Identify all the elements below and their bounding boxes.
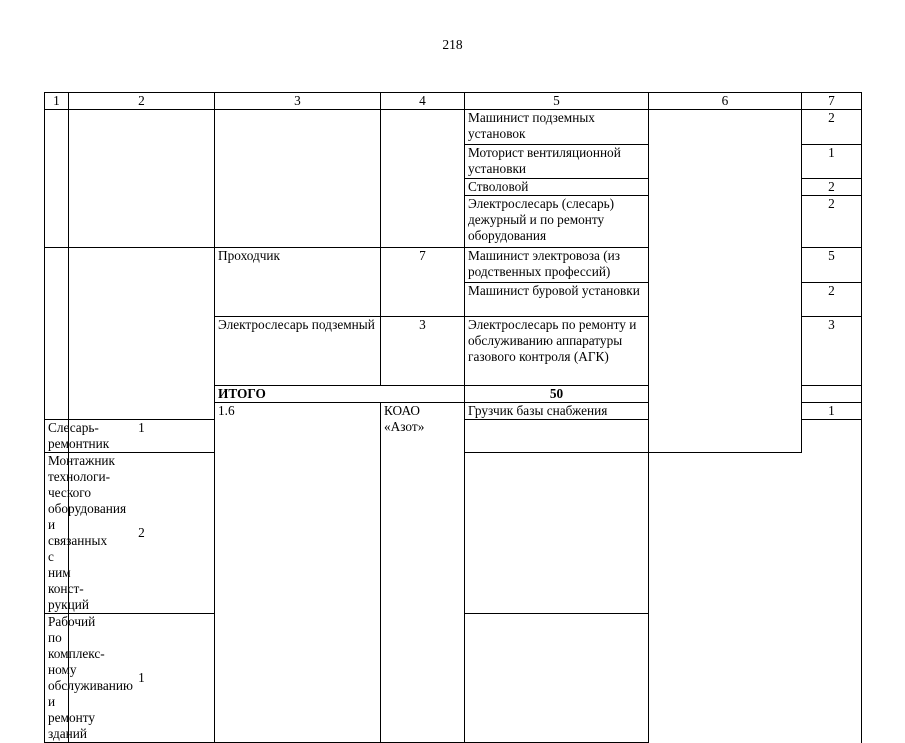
retraining-profession: Машинист буровой установки xyxy=(465,283,649,317)
cell-empty xyxy=(465,614,649,743)
cell-empty xyxy=(802,386,862,403)
cell-empty xyxy=(45,248,69,420)
cell-empty xyxy=(465,420,649,453)
column-number: 7 xyxy=(802,93,862,110)
total-label: ИТОГО xyxy=(215,386,465,403)
retraining-profession: Электрослесарь по ремонту и обслуживанию аппаратуры газового контроля (АГК) xyxy=(465,317,649,386)
organization: КОАО «Азот» xyxy=(381,403,465,743)
column-number: 2 xyxy=(69,93,215,110)
cell-empty xyxy=(69,248,215,420)
column-number: 1 xyxy=(45,93,69,110)
released-count: 3 xyxy=(381,317,465,386)
cell-empty xyxy=(649,110,802,453)
released-profession: Рабочий по комплекс-ному обслуживанию и ремонту зданий xyxy=(45,614,69,743)
retraining-profession: Моторист вентиляционной установки xyxy=(465,145,649,179)
column-number: 6 xyxy=(649,93,802,110)
column-number: 4 xyxy=(381,93,465,110)
retraining-count: 3 xyxy=(802,317,862,386)
released-profession: Электрослесарь подземный xyxy=(215,317,381,386)
total-col4: 50 xyxy=(465,386,649,403)
retraining-count: 2 xyxy=(802,196,862,248)
released-profession: Слесарь-ремонтник xyxy=(45,420,69,453)
retraining-count: 2 xyxy=(802,179,862,196)
released-count: 7 xyxy=(381,248,465,317)
retraining-profession: Машинист электровоза (из родственных профессий) xyxy=(465,248,649,283)
retraining-count: 1 xyxy=(802,145,862,179)
table-row xyxy=(45,110,862,145)
retraining-count: 2 xyxy=(802,283,862,317)
released-count: 2 xyxy=(69,453,215,614)
cell-empty xyxy=(45,110,69,248)
cell-empty xyxy=(69,110,215,248)
cell-empty xyxy=(465,453,649,614)
column-number: 5 xyxy=(465,93,649,110)
released-count: 1 xyxy=(69,614,215,743)
retraining-profession: Электрослесарь (слесарь) дежурный и по ремонту оборудования xyxy=(465,196,649,248)
released-count: 1 xyxy=(69,420,215,453)
cell-empty xyxy=(215,110,381,248)
column-number: 3 xyxy=(215,93,381,110)
retraining-count: 5 xyxy=(802,248,862,283)
released-profession: Грузчик базы снабжения xyxy=(465,403,649,420)
retraining-profession: Стволовой xyxy=(465,179,649,196)
page-number: 218 xyxy=(442,37,463,52)
retraining-count: 2 xyxy=(802,110,862,145)
released-profession: Монтажник технологи-ческого оборудования и связанных с ним конст-рукций xyxy=(45,453,69,614)
retraining-profession: Машинист подземных установок xyxy=(465,110,649,145)
cell-empty xyxy=(381,110,465,248)
released-profession: Проходчик xyxy=(215,248,381,317)
section-number: 1.6 xyxy=(215,403,381,743)
released-count: 1 xyxy=(802,403,862,420)
column-number-row xyxy=(45,93,862,110)
staffing-table xyxy=(44,92,862,743)
